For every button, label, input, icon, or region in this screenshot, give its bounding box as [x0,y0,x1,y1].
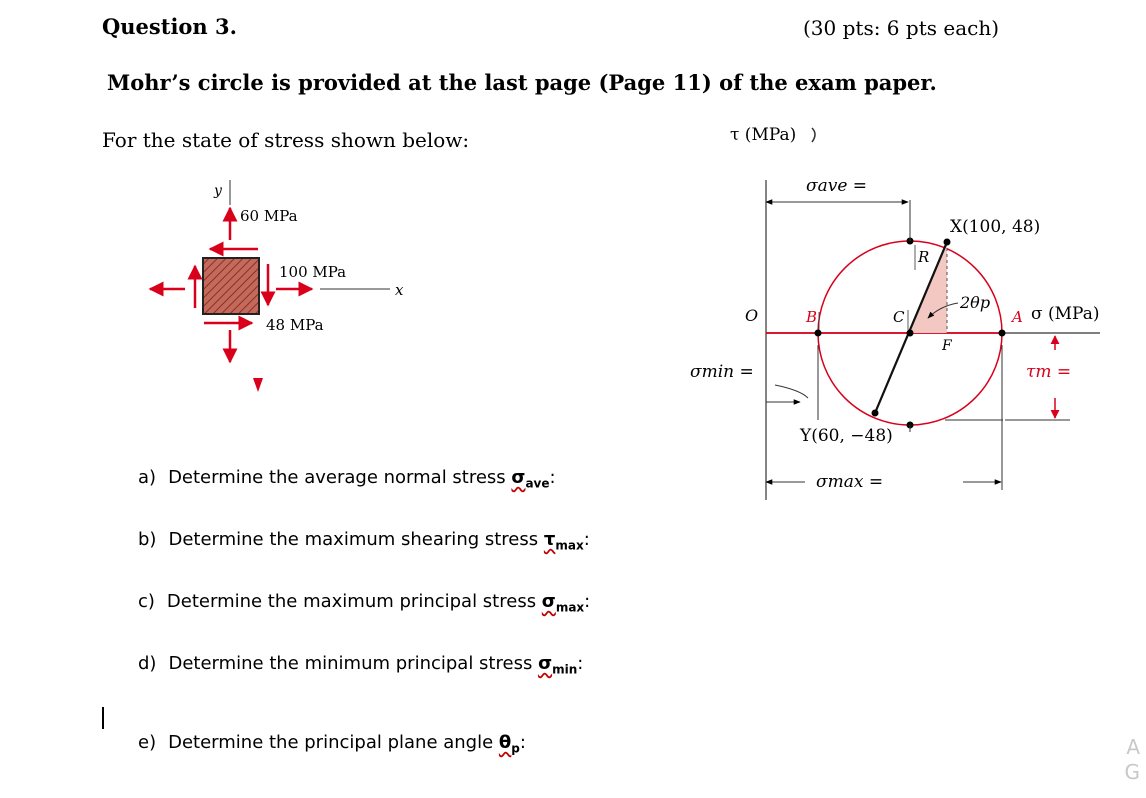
part-symbol: $\sigma_{max}$ [541,591,585,615]
sigma-min-leader [775,385,808,398]
question-title: Question 3. [102,14,237,39]
point-b [815,330,822,337]
part-text: Determine the principal plane angle [168,732,499,753]
point-x [944,239,951,246]
tau-axis-bracket [812,128,815,142]
sigma-axis-label: σ (MPa) [1031,304,1100,324]
point-c-label: C [893,308,905,326]
part-text: Determine the maximum shearing stress [168,529,544,550]
part-a: a) Determine the average normal stress $\sigma_{ave}$: [138,467,556,491]
sigma-min-label: σmin = [690,362,754,382]
point-y [872,410,879,417]
radius-label: R [918,248,930,266]
angle-label: 2θp [960,293,991,312]
question-intro: For the state of stress shown below: [102,128,470,152]
part-text: Determine the minimum principal stress [168,653,539,674]
point-f-label: F [942,338,952,354]
part-c: c) Determine the maximum principal stress $\sigma_{max}$: [138,591,591,615]
point-a [999,330,1006,337]
page-edge-letter-bottom: G [1124,760,1140,784]
question-points: (30 pts: 6 pts each) [803,16,999,40]
part-label: c) [138,591,155,612]
part-d: d) Determine the minimum principal stress $\sigma_{min}$: [138,653,584,677]
point-c [907,330,914,337]
part-label: b) [138,529,157,550]
sigma-ave-label: σave = [806,176,868,196]
part-b: b) Determine the maximum shearing stress $\tau_{max}$: [138,529,590,553]
x-axis-label: x [395,281,404,299]
page-edge-letter-top: A [1126,735,1140,759]
normal-y-label: 60 MPa [240,207,298,225]
part-text: Determine the maximum principal stress [166,591,542,612]
part-symbol: $\sigma_{ave}$ [511,467,550,491]
shear-label: 48 MPa [266,316,324,334]
part-label: a) [138,467,157,488]
normal-x-label: 100 MPa [279,263,347,281]
point-x-label: X(100, 48) [950,217,1041,237]
part-e: e) Determine the principal plane angle $\theta_p$: [138,732,526,756]
part-text: Determine the average normal stress [168,467,512,488]
point-a-label: A [1012,308,1023,326]
tau-m-label: τm = [1026,362,1072,382]
part-symbol: $\theta_p$ [498,732,520,756]
sigma-max-label: σmax = [816,472,884,492]
question-note: Mohr’s circle is provided at the last page (Page 11) of the exam paper. [107,70,937,95]
part-label: d) [138,653,157,674]
point-y-label: Y(60, −48) [800,426,893,446]
part-symbol: $\sigma_{min}$ [538,653,578,677]
origin-label: O [745,306,759,325]
part-symbol: $\tau_{max}$ [543,529,584,553]
tau-axis-label: τ (MPa) [730,125,797,145]
point-b-label: B [806,308,818,326]
y-axis-label: y [214,183,222,199]
part-label: e) [138,732,157,753]
